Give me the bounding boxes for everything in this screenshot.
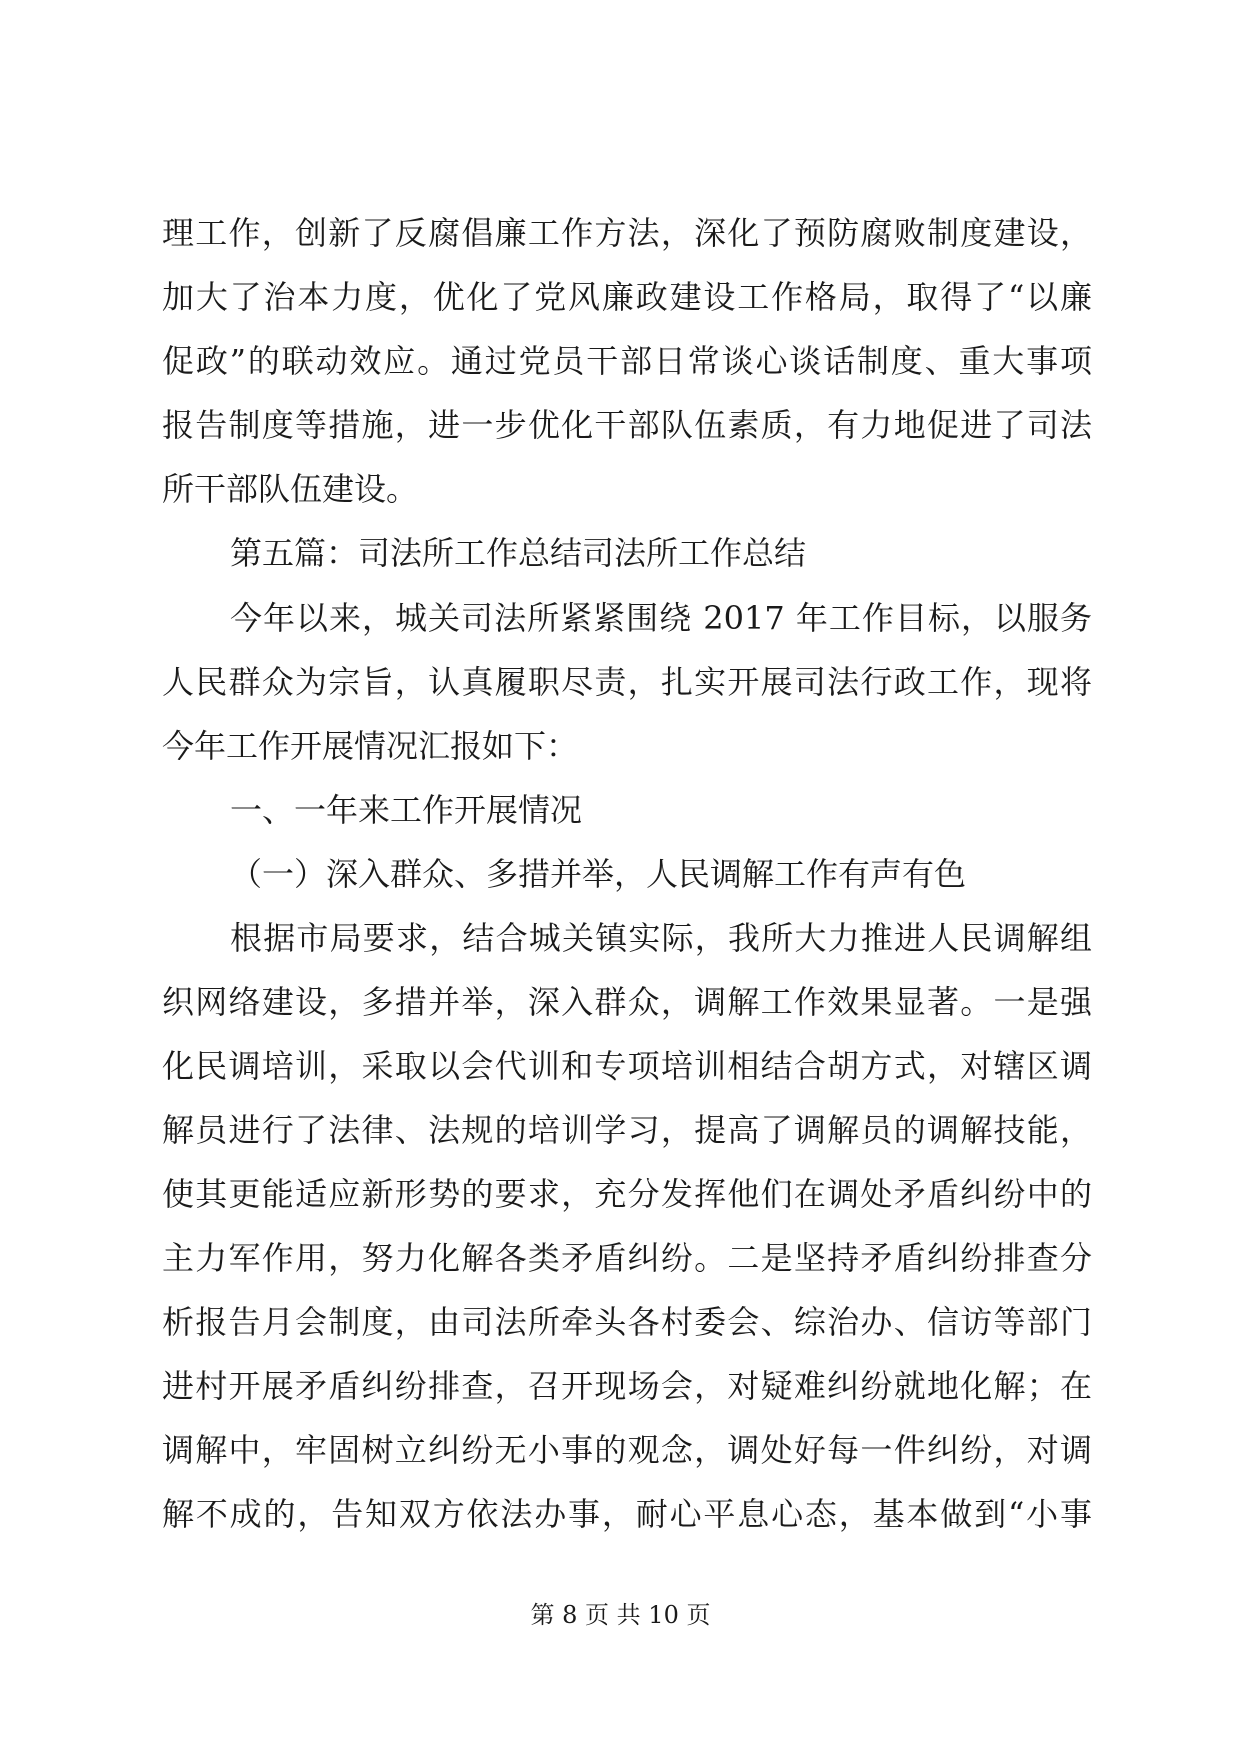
text-line: 加大了治本力度，优化了党风廉政建设工作格局，取得了“以廉: [162, 278, 1092, 316]
section-heading: 一、一年来工作开展情况: [230, 791, 583, 829]
text-line: 解不成的，告知双方依法办事，耐心平息心态，基本做到“小事: [162, 1495, 1092, 1533]
subsection-heading: （一）深入群众、多措并举，人民调解工作有声有色: [230, 855, 967, 893]
text-line: 调解中，牢固树立纠纷无小事的观念，调处好每一件纠纷，对调: [162, 1431, 1092, 1469]
text-line: 人民群众为宗旨，认真履职尽责，扎实开展司法行政工作，现将: [162, 663, 1092, 701]
text-line: 化民调培训，采取以会代训和专项培训相结合胡方式，对辖区调: [162, 1047, 1092, 1085]
text-line: 今年工作开展情况汇报如下：: [162, 727, 579, 765]
text-line: 主力军作用，努力化解各类矛盾纠纷。二是坚持矛盾纠纷排查分: [162, 1239, 1092, 1277]
text-line: 使其更能适应新形势的要求，充分发挥他们在调处矛盾纠纷中的: [162, 1175, 1092, 1213]
text-line: 促政”的联动效应。通过党员干部日常谈心谈话制度、重大事项: [162, 342, 1092, 380]
text-line: 解员进行了法律、法规的培训学习，提高了调解员的调解技能，: [162, 1111, 1092, 1149]
page-footer: 第 8 页 共 10 页: [530, 1601, 711, 1629]
text-line: 理工作，创新了反腐倡廉工作方法，深化了预防腐败制度建设，: [162, 214, 1092, 252]
text-line: 根据市局要求，结合城关镇实际，我所大力推进人民调解组: [230, 919, 1092, 957]
text-line: 进村开展矛盾纠纷排查，召开现场会，对疑难纠纷就地化解；在: [162, 1367, 1092, 1405]
text-line: 织网络建设，多措并举，深入群众，调解工作效果显著。一是强: [162, 983, 1092, 1021]
text-line: 所干部队伍建设。: [162, 470, 419, 508]
section-heading: 第五篇：司法所工作总结司法所工作总结: [230, 534, 807, 572]
text-line: 今年以来，城关司法所紧紧围绕 2017 年工作目标，以服务: [230, 599, 1092, 637]
text-line: 报告制度等措施，进一步优化干部队伍素质，有力地促进了司法: [162, 406, 1092, 444]
text-line: 析报告月会制度，由司法所牵头各村委会、综治办、信访等部门: [162, 1303, 1092, 1341]
